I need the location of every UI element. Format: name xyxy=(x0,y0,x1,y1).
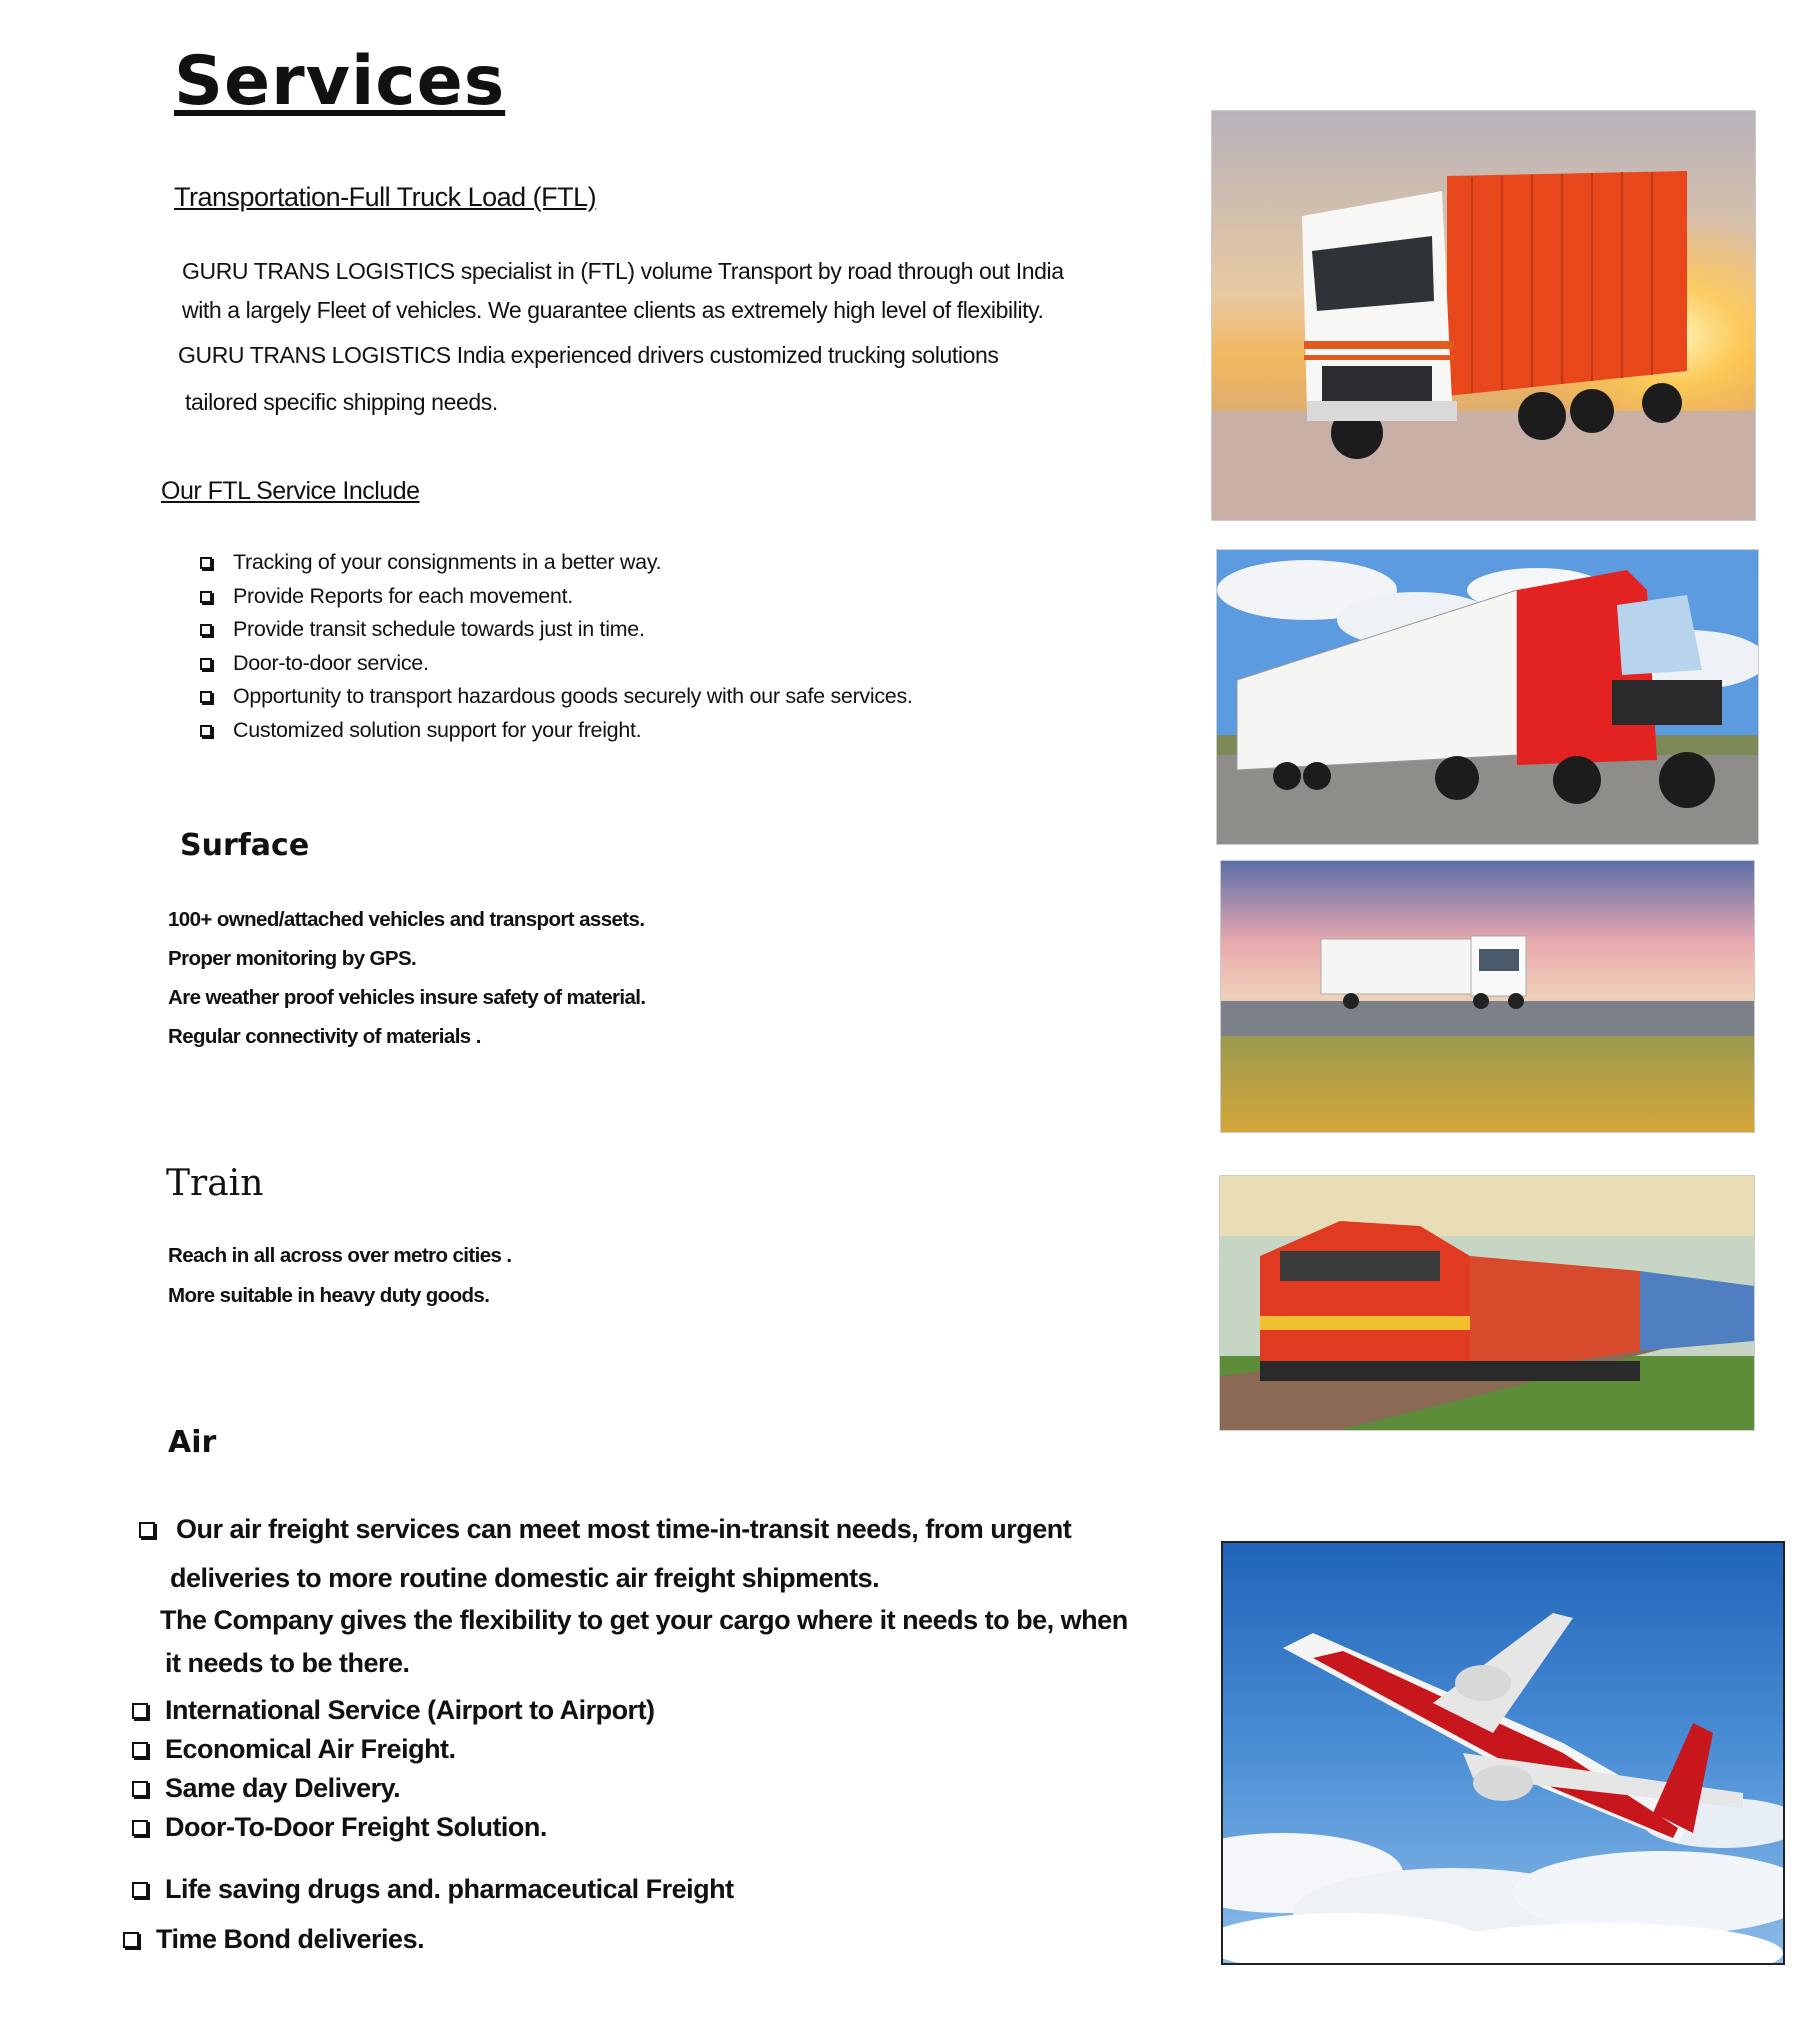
surface-line: Are weather proof vehicles insure safety of material. xyxy=(168,986,646,1009)
list-item xyxy=(200,617,913,651)
air-item: Door-To-Door Freight Solution. xyxy=(165,1812,547,1842)
ftl-paragraph-line: tailored specific shipping needs. xyxy=(185,389,498,415)
train-line: Reach in all across over metro cities . xyxy=(168,1244,512,1267)
ftl-service-list xyxy=(200,550,913,752)
list-item-text: Customized solution support for your freight. xyxy=(233,717,642,742)
surface-truck-image xyxy=(1216,549,1759,845)
surface-line: Regular connectivity of materials . xyxy=(168,1025,481,1048)
checkbox-bullet-icon xyxy=(132,1703,148,1719)
surface-line: Proper monitoring by GPS. xyxy=(168,947,417,970)
train-image xyxy=(1219,1175,1755,1431)
list-item-text: Door-to-door service. xyxy=(233,650,429,675)
air-item: Economical Air Freight. xyxy=(165,1734,456,1764)
surface-line: 100+ owned/attached vehicles and transport assets. xyxy=(168,908,645,931)
ftl-paragraph-line: GURU TRANS LOGISTICS India experienced drivers customized trucking solutions xyxy=(178,342,999,368)
checkbox-bullet-icon xyxy=(132,1820,148,1836)
checkbox-bullet-icon xyxy=(200,591,212,603)
list-item xyxy=(200,684,913,718)
list-item xyxy=(200,550,913,584)
list-item xyxy=(200,718,913,752)
surface-highway-truck-image xyxy=(1220,860,1755,1133)
air-item: Life saving drugs and. pharmaceutical Freight xyxy=(165,1874,734,1904)
checkbox-bullet-icon xyxy=(200,624,212,636)
list-item xyxy=(200,651,913,685)
air-item: Same day Delivery. xyxy=(165,1773,401,1803)
air-intro-line: deliveries to more routine domestic air freight shipments. xyxy=(170,1563,880,1593)
ftl-include-heading: Our FTL Service Include xyxy=(161,477,420,505)
air-item: Time Bond deliveries. xyxy=(156,1924,425,1954)
page-title: Services xyxy=(174,42,506,121)
ftl-paragraph-line: GURU TRANS LOGISTICS specialist in (FTL) volume Transport by road through out India xyxy=(182,258,1064,284)
list-item-text: Opportunity to transport hazardous goods securely with our safe services. xyxy=(233,684,913,709)
checkbox-bullet-icon xyxy=(200,658,212,670)
air-intro-line: Our air freight services can meet most time-in-transit needs, from urgent xyxy=(176,1514,1072,1544)
list-item-text: Tracking of your consignments in a better way. xyxy=(233,550,662,574)
air-plane-image xyxy=(1221,1541,1785,1965)
train-line: More suitable in heavy duty goods. xyxy=(168,1284,490,1307)
list-item-text: Provide Reports for each movement. xyxy=(233,583,573,608)
checkbox-bullet-icon xyxy=(139,1522,155,1538)
air-heading: Air xyxy=(168,1425,217,1460)
checkbox-bullet-icon xyxy=(132,1781,148,1797)
list-item-text: Provide transit schedule towards just in time. xyxy=(233,617,645,642)
checkbox-bullet-icon xyxy=(200,691,212,703)
ftl-truck-image xyxy=(1211,110,1756,521)
list-item xyxy=(200,584,913,618)
air-intro-line: it needs to be there. xyxy=(165,1648,410,1678)
checkbox-bullet-icon xyxy=(123,1932,139,1948)
checkbox-bullet-icon xyxy=(132,1742,148,1758)
checkbox-bullet-icon xyxy=(200,725,212,737)
ftl-heading: Transportation-Full Truck Load (FTL) xyxy=(174,182,597,212)
surface-heading: Surface xyxy=(180,828,310,863)
ftl-paragraph-line: with a largely Fleet of vehicles. We guarantee clients as extremely high level of flexibility. xyxy=(182,297,1044,323)
air-item: International Service (Airport to Airport) xyxy=(165,1695,655,1725)
train-heading: Train xyxy=(166,1163,264,1204)
air-intro-line: The Company gives the flexibility to get your cargo where it needs to be, when xyxy=(160,1605,1128,1635)
checkbox-bullet-icon xyxy=(132,1882,148,1898)
checkbox-bullet-icon xyxy=(200,557,212,569)
